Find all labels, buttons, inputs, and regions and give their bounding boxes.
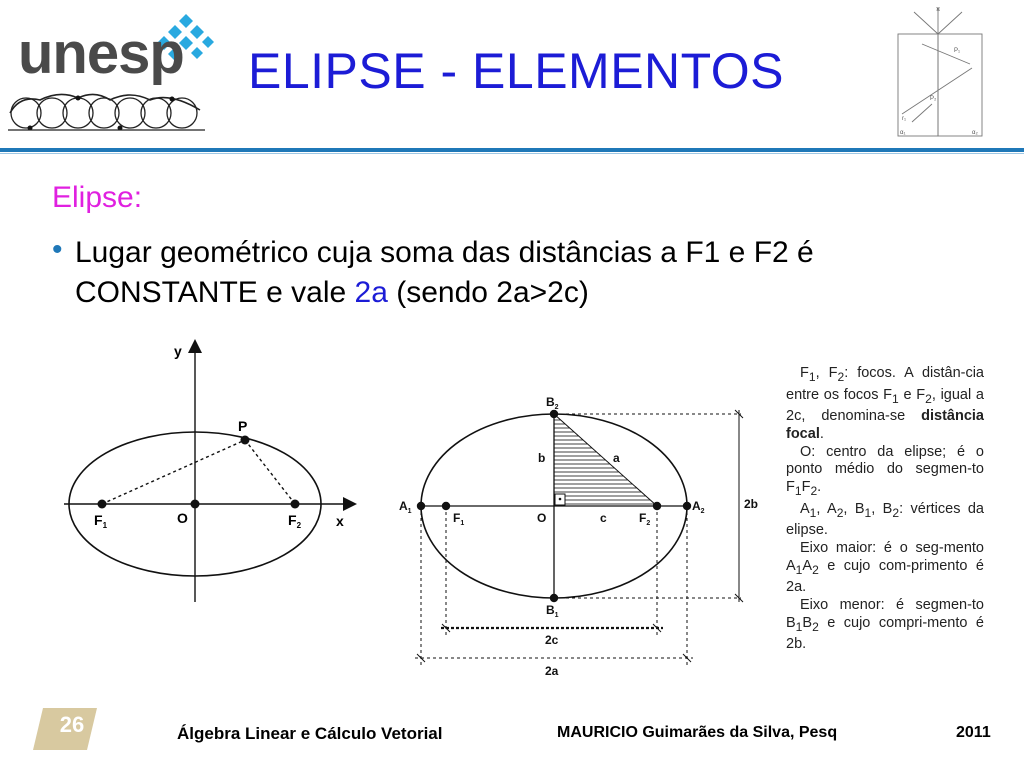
label-p: P: [238, 418, 248, 434]
bullet-text: [75, 233, 975, 313]
svg-text:r₁: r₁: [902, 116, 907, 122]
planes-illustration: [892, 4, 990, 140]
definition-vertices: $A_1$, $A_2$, $B_1$, $B_2$: vértices da elipse.: [786, 500, 984, 539]
slide-title: ELIPSE - ELEMENTOS: [248, 43, 785, 99]
label-b2: $B_2$: [546, 395, 559, 411]
vertex-b1: [550, 594, 558, 602]
point-p: [241, 436, 250, 445]
focus-f2: [653, 502, 661, 510]
label-f2: $F_2$: [288, 512, 302, 530]
bullet-text-part2: (sendo 2a>2c): [387, 276, 589, 309]
definition-foci: $F_1$, $F_2$: focos. A distân-cia entre os focos $F_1$ e $F_2$, igual a 2c, denomina-se distância focal.: [786, 365, 984, 442]
vertex-a1: [417, 502, 425, 510]
center-o: [191, 500, 200, 509]
label-b1: $B_1$: [546, 603, 559, 619]
section-heading: Elipse:: [52, 181, 143, 214]
definition-minor-axis: Eixo menor: é segmen-to $B_1B_2$ e cujo compri-mento é 2b.: [786, 596, 984, 653]
label-side-a: a: [613, 451, 620, 465]
vertex-b2: [550, 410, 558, 418]
definitions-text: [786, 365, 984, 654]
definition-major-axis: Eixo maior: é o seg-mento $A_1A_2$ e cujo com-primento é 2a.: [786, 539, 984, 596]
label-side-b: b: [538, 451, 546, 465]
label-a2: $A_2$: [692, 499, 705, 515]
hatched-triangle: [554, 414, 657, 506]
focus-f1: [442, 502, 450, 510]
header-divider-light: [0, 153, 1024, 154]
definition-center: O: centro da elipse; é o ponto médio do segmen-to $F_1F_2$.: [786, 443, 984, 498]
ellipse-diagram-point: [60, 336, 360, 608]
label-a1: $A_1$: [399, 499, 412, 515]
bullet-highlight: 2a: [354, 276, 388, 309]
label-y: y: [174, 343, 182, 359]
vertex-a2: [683, 502, 691, 510]
svg-text:π: π: [936, 7, 941, 13]
label-f1: $F_1$: [94, 512, 108, 530]
label-f2: $F_2$: [639, 511, 651, 527]
label-x: x: [336, 513, 344, 529]
footer-author: MAURICIO Guimarães da Silva, Pesq: [557, 724, 838, 741]
bullet-text-part1: Lugar geométrico cuja soma das distâncias a F1 e F2 é CONSTANTE e vale: [75, 236, 814, 309]
label-f1: $F_1$: [453, 511, 465, 527]
bullet-marker: •: [52, 233, 63, 266]
svg-text:α₁: α₁: [900, 130, 906, 136]
label-side-c: c: [600, 511, 607, 525]
logo-text: unesp: [18, 21, 184, 86]
label-2a: 2a: [545, 664, 559, 678]
svg-text:P₁: P₁: [954, 48, 961, 54]
label-o: O: [537, 511, 547, 525]
focus-f2: [291, 500, 300, 509]
header-divider: [0, 148, 1024, 152]
label-2b: 2b: [744, 497, 759, 511]
focus-f1: [98, 500, 107, 509]
svg-text:P₂: P₂: [930, 96, 937, 102]
footer-course: Álgebra Linear e Cálculo Vetorial: [177, 724, 443, 743]
ellipse-diagram-elements: [393, 390, 773, 682]
footer-year: 2011: [956, 724, 991, 741]
page-number: 26: [59, 712, 85, 737]
label-o: O: [177, 510, 188, 526]
label-2c: 2c: [545, 633, 559, 647]
svg-text:α₂: α₂: [972, 130, 978, 136]
